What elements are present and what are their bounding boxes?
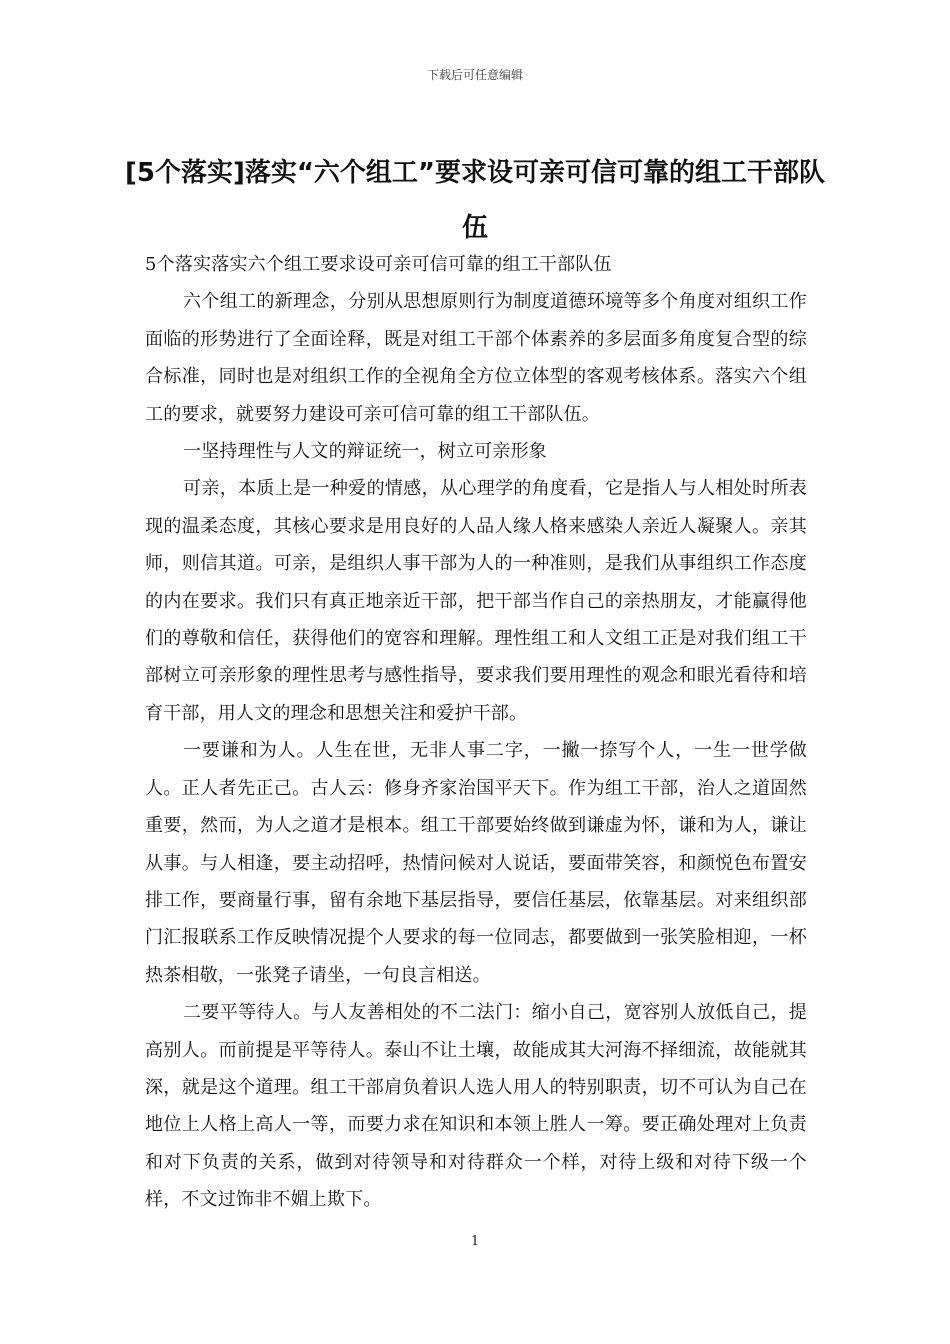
page-number: 1 [470,1234,480,1249]
document-body [145,246,807,1219]
body-paragraph: 六个组工的新理念，分别从思想原则行为制度道德环境等多个角度对组织工作面临的形势进行了全面诠释，既是对组工干部个体素养的多层面多角度复合型的综合标准，同时也是对组织工作的全视角全方位立体型的客观考核体系。落实六个组工的要求，就要努力建设可亲可信可靠的组工干部队伍。 [145,291,807,425]
document-title: [5个落实]落实“六个组工”要求设可亲可信可靠的组工干部队伍 [124,158,826,243]
body-paragraph: 一要谦和为人。人生在世，无非人事二字，一撇一捺写个人，一生一世学做人。正人者先正己。古人云：修身齐家治国平天下。作为组工干部，治人之道固然重要，然而，为人之道才是根本。组工干部要始终做到谦虚为怀，谦和为人，谦让从事。与人相逢，要主动招呼，热情问候对人说话，要面带笑容，和颜悦色布置安排工作，要商量行事，留有余地下基层指导，要信任基层，依靠基层。对来组织部门汇报联系工作反映情况提个人要求的每一位同志，都要做到一张笑脸相迎，一杯热茶相敬，一张凳子请坐，一句良言相送。 [145,740,807,986]
subtitle-paragraph: 5个落实落实六个组工要求设可亲可信可靠的组工干部队伍 [145,254,612,275]
section-heading: 一坚持理性与人文的辩证统一，树立可亲形象 [183,441,547,463]
body-paragraph: 二要平等待人。与人友善相处的不二法门：缩小自己，宽容别人放低自己，提高别人。而前提是平等待人。泰山不让土壤，故能成其大河海不择细流，故能就其深，就是这个道理。组工干部肩负着识人选人用人的特别职责，切不可认为自己在地位上人格上高人一等，而要力求在知识和本领上胜人一筹。要正确处理对上负责和对下负责的关系，做到对待领导和对待群众一个样，对待上级和对待下级一个样，不文过饰非不媚上欺下。 [145,1002,807,1211]
body-paragraph: 可亲，本质上是一种爱的情感，从心理学的角度看，它是指人与人相处时所表现的温柔态度，其核心要求是用良好的人品人缘人格来感染人亲近人凝聚人。亲其师，则信其道。可亲，是组织人事干部为人的一种准则，是我们从事组织工作态度的内在要求。我们只有真正地亲近干部，把干部当作自己的亲热朋友，才能赢得他们的尊敬和信任，获得他们的宽容和理解。理性组工和人文组工正是对我们组工干部树立可亲形象的理性思考与感性指导，要求我们要用理性的观念和眼光看待和培育干部，用人文的理念和思想关注和爱护干部。 [145,478,807,724]
header-note: 下载后可任意编辑 [426,68,523,82]
